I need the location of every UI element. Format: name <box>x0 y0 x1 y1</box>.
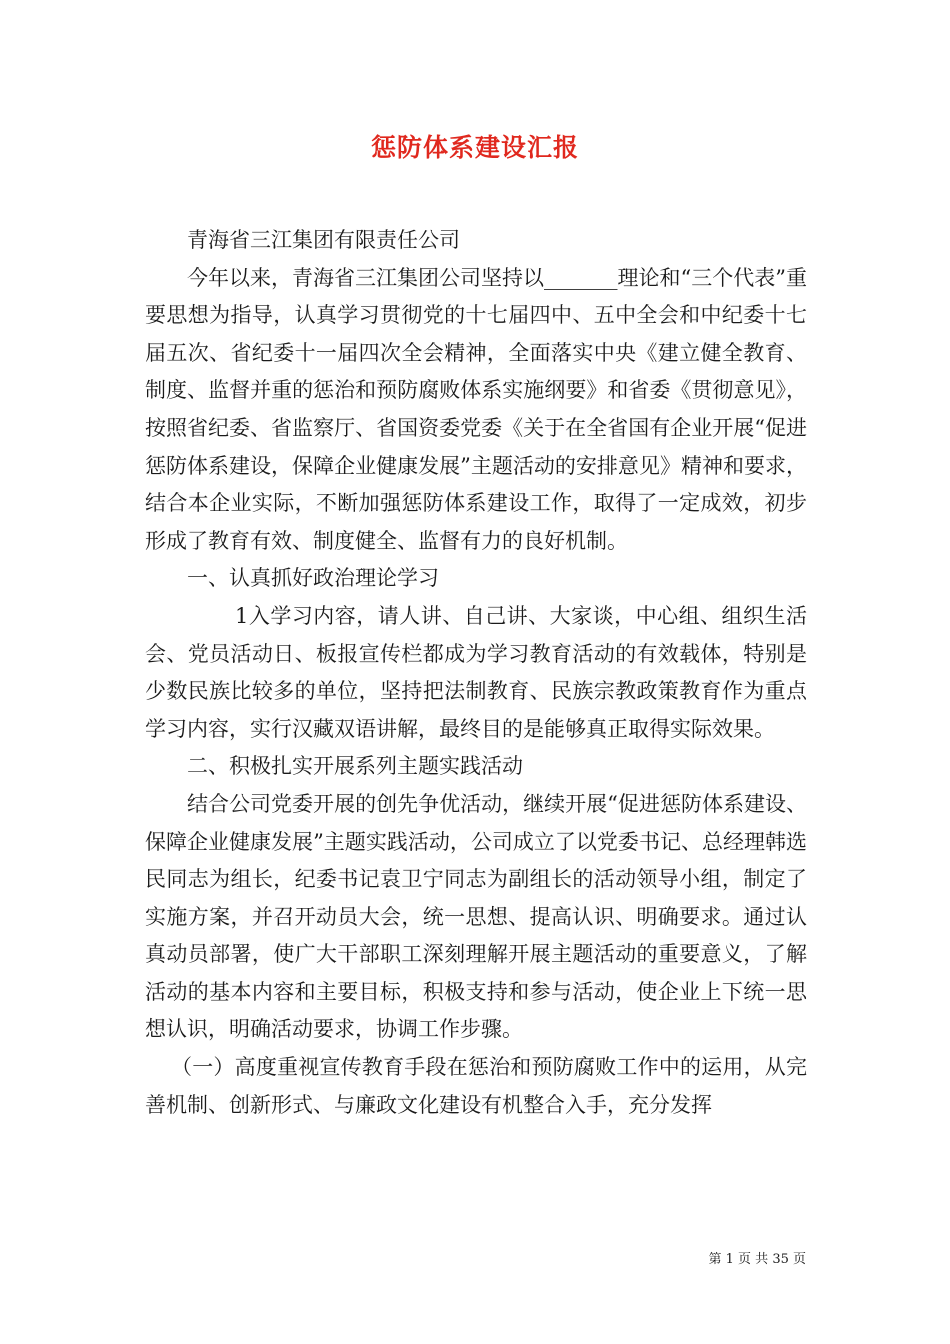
study-paragraph: 1入学习内容，请人讲、自己讲、大家谈，中心组、组织生活会、党员活动日、板报宣传栏都成为学习教育活动的有效载体，特别是少数民族比较多的单位，坚持把法制教育、民族宗教政策教育作为重点学习内容，实行汉藏双语讲解，最终目的是能够真正取得实际效果。 <box>145 603 807 741</box>
document-title: 惩防体系建设汇报 <box>370 133 579 162</box>
activity-paragraph: 结合公司党委开展的创先争优活动，继续开展“促进惩防体系建设、保障企业健康发展”主题实践活动，公司成立了以党委书记、总经理韩选民同志为组长，纪委书记袁卫宁同志为副组长的活动领导小组，制定了实施方案，并召开动员大会，统一思想、提高认识、明确要求。通过认真动员部署，使广大干部职工深刻理解开展主题活动的重要意义，了解活动的基本内容和主要目标，积极支持和参与活动，使企业上下统一思想认识，明确活动要求，协调工作步骤。 <box>145 791 807 1042</box>
section-heading-1: 一、认真抓好政治理论学习 <box>187 566 439 591</box>
company-name-paragraph: 青海省三江集团有限责任公司 <box>187 228 460 252</box>
document-body <box>145 222 807 1124</box>
page-number: 第 1 页 共 35 页 <box>708 1252 806 1267</box>
section-heading-2: 二、积极扎实开展系列主题实践活动 <box>187 754 523 779</box>
subsection-paragraph-1: （一）高度重视宣传教育手段在惩治和预防腐败工作中的运用，从完善机制、创新形式、与廉政文化建设有机整合入手，充分发挥 <box>145 1055 807 1117</box>
intro-paragraph: 今年以来，青海省三江集团公司坚持以_______理论和“三个代表”重要思想为指导，认真学习贯彻党的十七届四中、五中全会和中纪委十七届五次、省纪委十一届四次全会精神，全面落实中央《建立健全教育、制度、监督并重的惩治和预防腐败体系实施纲要》和省委《贯彻意见》，按照省纪委、省监察厅、省国资委党委《关于在全省国有企业开展“促进惩防体系建设，保障企业健康发展”主题活动的安排意见》精神和要求，结合本企业实际，不断加强惩防体系建设工作，取得了一定成效，初步形成了教育有效、制度健全、监督有力的良好机制。 <box>145 265 807 553</box>
